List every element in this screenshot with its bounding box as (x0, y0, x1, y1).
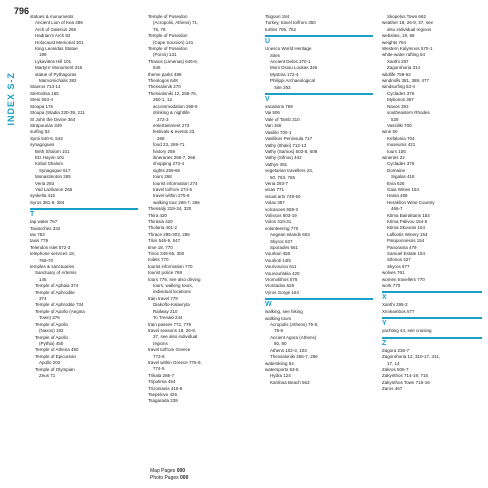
index-entry: tax 763 (30, 232, 45, 237)
index-entry: waterskiing 54 (265, 360, 294, 366)
index-entry: Sites (270, 52, 281, 58)
letter-heading: Y (382, 320, 387, 328)
index-entry: festivals & events 23, (153, 129, 196, 135)
map-pages-number: 000 (176, 468, 186, 474)
index-entry: southeastern Rhodes (387, 110, 430, 116)
index-entry: To Trenaki 244 (153, 315, 183, 321)
index-entry: 199 (39, 52, 47, 58)
index-entry: Holocaust Memorial 301 (35, 39, 84, 45)
index-entry: Thirasia 420 (148, 219, 173, 224)
index-entry: Temple of Apollo (35, 334, 69, 340)
index-entry: regions (153, 340, 168, 346)
section-tab-label: INDEX S-Z (6, 72, 16, 126)
index-entry: 268 (157, 135, 165, 141)
index-entry: entertainment 273 (153, 122, 190, 128)
index-entry: Hydra 124 (270, 373, 291, 379)
index-entry: Temple of Aphrodite 734 (35, 302, 84, 308)
index-entry: Synagogue 517 (39, 167, 71, 173)
index-entry: Tsepelovo 426 (148, 391, 178, 397)
index-entry: Theologos 648 (148, 78, 178, 84)
index-entry: Thira 420 (148, 212, 168, 218)
index-entry: Etz Hayim 101 (35, 154, 65, 160)
index-entry: vacations 769 (265, 104, 293, 110)
index-entry: (Cape Sounion) 141 (153, 39, 194, 45)
index-entry: Mamomichalis 382 (39, 78, 77, 84)
index-entry: 17, 14 (387, 360, 400, 366)
index-entry: Western Kalymnos 570-1 (382, 46, 433, 52)
index-entry: 78-9 (274, 328, 284, 334)
index-entry: Domaine (387, 167, 406, 173)
index-entry: visas 771 (265, 187, 285, 193)
index-entry: (Poros) 131 (153, 52, 177, 58)
index-entry: volunteering 770 (265, 225, 299, 231)
index-entry: 774-5 (153, 366, 165, 372)
index-entry: wineries 22 (382, 154, 405, 160)
index-entry: (Naxos) 192 (39, 328, 64, 334)
index-entry: shopping 273-4 (153, 161, 185, 167)
index-entry: theme parks 498 (148, 71, 182, 77)
index-entry: food 23, 269-71 (153, 142, 185, 148)
index-entry: Temple of Poseidon (148, 33, 188, 39)
letter-heading: W (265, 301, 272, 309)
index-entry: vegetarian travellers 23, (265, 168, 314, 174)
index-entry: Vale of Tamb 310 (265, 116, 300, 122)
index-entry: Mystras 172-4 (270, 71, 299, 77)
index-entry: Panorama 479 (387, 244, 417, 250)
index-entry: Heraklion Wine Country (387, 199, 435, 205)
index-entry: Stemnitsa 165 (30, 90, 59, 96)
index-entry: Vari 166 (265, 123, 282, 129)
index-entry: 769-70 (39, 257, 54, 263)
index-entry: Ancient Delos 370-1 (270, 59, 311, 65)
index-entry: Cyclades 376 (387, 161, 415, 167)
index-entry: Temple of Olympian (35, 366, 75, 372)
index-entry: Temple of Apollo (Aegina (35, 308, 85, 314)
index-entry: Veria 293-7 (265, 180, 289, 186)
index-entry: work 770 (382, 283, 401, 289)
index-entry: Skopelos Town 662 (387, 14, 426, 19)
index-column-2 (148, 14, 256, 405)
index-entry: accommodation 268-9 (153, 103, 198, 109)
index-entry: travel to/from 274-5 (153, 186, 193, 192)
index-entry: Zaros 467 (382, 386, 403, 392)
index-entry: wine 50 (382, 129, 398, 135)
index-entry: Skyros 677 (387, 263, 410, 269)
index-entry: Thessaloniki 12, 259-76, (148, 90, 198, 96)
index-entry: Stoupa (Stadia 230-39, 211 (30, 110, 85, 116)
index-column-3 (265, 14, 373, 386)
index-entry: travel to/from Greece (148, 347, 191, 353)
index-entry: Ktima Skouras 154 (387, 225, 426, 231)
index-entry: windmills 381, 389, 477 (382, 78, 430, 84)
index-entry: wolves 761 (382, 270, 405, 276)
index-entry: Xanthi 297 (387, 58, 409, 64)
index-entry: weights 764 (382, 39, 407, 45)
index-entry: synagogues (30, 142, 55, 148)
index-entry: Kefalonia 704 (387, 135, 415, 141)
index-entry: Vourvourou 611 (265, 264, 297, 270)
index-entry: Thessaly 319-34, 320 (148, 206, 192, 212)
index-entry: 374 (39, 296, 47, 302)
index-entry: 773-6 (153, 353, 165, 359)
index-entry: Stavros 713-14 (30, 84, 61, 90)
index-entry: Ancient Lion of Kea 489 (35, 20, 83, 26)
letter-heading: X (382, 294, 387, 302)
index-entry: 645 (153, 65, 161, 71)
index-entry: statue of Pythagoras (35, 71, 77, 77)
index-entry: Naxos 393 (387, 103, 409, 109)
index-entry: Mykonos 367 (387, 97, 414, 103)
index-entry: Evia 626 (387, 180, 405, 186)
letter-heading: T (30, 211, 35, 219)
index-entry: toilets 770 (148, 257, 169, 263)
index-entry: Vasilikos Peninsula 717 (265, 136, 313, 142)
index-entry: Symi 540-6, 543 (30, 135, 63, 141)
index-entry: walking tour 266-7, 266 (153, 199, 200, 205)
index-entry: Temple of Poseidon (148, 14, 188, 19)
index-entry: Monastirioton 265 (35, 174, 71, 180)
index-entry: Martyrs' Monument 316 (35, 65, 83, 71)
index-entry: Temple of Apollo (35, 321, 69, 327)
index-entry: walking tours (265, 315, 292, 321)
index-entry: women travellers 770 (382, 276, 425, 282)
index-entry: Veria 293 (35, 180, 55, 186)
index-entry: 466-7 (391, 206, 403, 212)
letter-heading: Z (382, 339, 387, 347)
index-entry: white-water rafting 54 (382, 52, 426, 58)
index-entry: Steni 653-4 (30, 97, 54, 103)
index-entry: Temple of Aphaia 374 (35, 283, 79, 289)
index-entry: Ktima Bairaktaris 154 (387, 212, 430, 218)
index-entry: 76, 78 (153, 26, 166, 32)
section-tab (6, 72, 18, 158)
index-entry: individual locations (153, 289, 191, 295)
index-entry: 80, 80 (274, 341, 287, 347)
index-entry: Cyclades 376 (387, 90, 415, 96)
index-entry: tourist police 769 (148, 270, 183, 276)
index-entry: turtles 705, 762 (265, 26, 297, 32)
index-entry: Lafkiotis Winery 154 (387, 231, 428, 237)
index-entry: taxis 779 (30, 238, 49, 244)
index-entry: Yad Lazikaron 265 (35, 186, 73, 192)
index-entry: synkella 415 (30, 193, 56, 199)
index-entry: Tsagarada 239 (148, 398, 178, 404)
index-entry: tap water 767 (30, 219, 58, 225)
index-entry: Taxiarches 332 (30, 225, 61, 231)
index-entry: tourist information 770 (148, 263, 193, 269)
index-entry: Thrace 295-303, 296 (148, 231, 190, 237)
index-entry: Temple of Epicurean (35, 353, 77, 359)
index-entry: Temple of Athena 450 (35, 347, 79, 353)
page-number: 796 (14, 6, 30, 16)
index-entry: weather 18, 26-9, 37, see (382, 20, 434, 26)
index-entry: Vassiliki 700 (387, 122, 412, 128)
index-entry: Hania 488 (387, 193, 408, 199)
index-entry: Athens 102-3, 103 (270, 347, 307, 353)
index-entry: Volax 357 (265, 200, 285, 206)
index-entry: Temple of Poseidon (148, 46, 188, 52)
index-entry: Vathy (Sifnos) 442 (265, 155, 302, 161)
index-entry: travel within Greece 776-9, (148, 359, 202, 365)
index-entry: Turkey, travel to/from 350 (265, 20, 316, 26)
index-entry: 37, see also individual (153, 334, 198, 340)
index-entry: temples & sanctuaries (30, 264, 75, 270)
index-entry: sights 259-66 (153, 167, 181, 173)
index-entry: 528 (391, 116, 399, 122)
index-entry: Syros 381-9, 384 (30, 199, 65, 205)
index-entry: Diakofto-Kalavryta (153, 302, 190, 308)
index-entry: Kahal Shalom (35, 161, 64, 167)
index-entry: walking, see hiking (265, 309, 303, 315)
index-entry: Strapourias 349 (30, 122, 62, 128)
index-entry: 50, 763, 765 (270, 174, 296, 180)
index-entry: Unesco World Heritage (265, 46, 312, 52)
index-entry: surfing 54 (30, 129, 50, 135)
index-entry: 145 (39, 276, 47, 282)
index-entry: history 259 (153, 148, 176, 154)
index-entry: Vathy (Ithaki) 712-13 (265, 142, 307, 148)
index-entry: 272-3 (157, 116, 169, 122)
index-entry: Gaia Wines 154 (387, 186, 420, 192)
index-entry: Vrontados 626 (265, 283, 295, 289)
index-entry: Vathys 391 (265, 161, 288, 167)
index-entry: St John the Divine 364 (30, 116, 76, 122)
index-entry: travel within 275-6 (153, 193, 190, 199)
index-entry: watersports 53-6 (265, 366, 299, 372)
index-entry: Vouvourlakia 420 (265, 270, 300, 276)
index-entry: Vyros Gorge 164 (265, 289, 299, 295)
index-entry: windsurfing 53-4 (382, 84, 416, 90)
map-pages-label: Map Pages (150, 468, 176, 474)
index-column-4 (382, 14, 482, 393)
index-entry: Vourlioti 14th (265, 257, 292, 263)
index-entry: Ktima Palivou 154-5 (387, 219, 428, 224)
index-entry: Telendos Islet 572-3 (30, 244, 71, 250)
index-entry: drinking & nightlife (153, 110, 190, 116)
index-entry: Vathy (Samos) 603-8, 608 (265, 148, 318, 154)
index-entry: Hadrian's Arch 82 (35, 33, 71, 39)
photo-pages-line (150, 475, 188, 482)
index-entry: tours, walking tours, (153, 283, 194, 289)
index-entry: tours 268 (153, 174, 172, 180)
index-entry: Stoupa 176 (30, 103, 54, 109)
index-column-1 (30, 14, 138, 379)
index-entry: Tholaria 401-2 (148, 225, 178, 231)
index-entry: Zakynthos 714-19, 715 (382, 373, 429, 379)
index-entry: travel seasons 18, 26-9, (148, 327, 197, 333)
index-entry: train passes 772, 779 (148, 321, 192, 327)
index-entry: Zagorohoria 314 (387, 65, 421, 71)
index-entry: Vourkari 450 (265, 251, 291, 257)
index-entry: Aegean Islands 603 (270, 232, 310, 238)
index-entry: Paloponnesos 154 (387, 238, 425, 244)
index-entry: tours 105 (387, 148, 406, 154)
index-entry: Vai 506 (265, 110, 280, 116)
index-entry: Site 293 (274, 84, 291, 90)
index-entry: Philippi Archaeological (270, 78, 316, 84)
index-entry: King Leonidas Statue (35, 46, 78, 52)
index-entry: Arch of Galerius 265 (35, 26, 77, 32)
index-entry: 260-1, 12 (153, 97, 173, 103)
index-entry: tourist information 274 (153, 180, 198, 186)
index-entry: Zakros 506-7 (382, 366, 409, 372)
index-entry: Zakynthos Town 715-16 (382, 379, 430, 385)
index-entry: Trizonianis 415-6 (148, 385, 183, 391)
index-entry: Ancient Agora (Athens) (270, 334, 317, 340)
index-entry: Xanthi 295-3 (382, 302, 408, 308)
index-entry: time 18, 770 (148, 244, 173, 250)
index-entry: yachting 44, see cruising (382, 328, 432, 334)
index-entry: Sigalas 418 (391, 174, 415, 180)
index-entry: Zagorohoria 12, 310-17, 311, (382, 354, 440, 360)
index-entry: Temple of Aphrodite (35, 289, 75, 295)
index-entry: Vasiliki 700-1 (265, 129, 292, 135)
photo-pages-label: Photo Pages (150, 475, 179, 481)
index-entry: visual arts 749-50 (265, 193, 301, 199)
index-entry: Thessalonik 270 (148, 84, 181, 90)
index-entry: (Acropolis, Athens) 71, (153, 20, 199, 26)
index-entry: Apollo 202 (39, 360, 61, 366)
letter-heading: V (265, 96, 270, 104)
index-entry: websites, 19, 58 (382, 33, 415, 39)
index-entry: Lykavittos Hill 101 (35, 58, 72, 64)
index-entry: itineraries 266-7, 266 (153, 154, 196, 160)
map-pages-line (150, 468, 188, 475)
index-entry: Railway 210 (153, 308, 178, 314)
index-entry: Sanctuary of Artemis (35, 270, 77, 276)
page-footer (150, 468, 188, 482)
index-entry: Kamboa Beach 563 (270, 379, 310, 385)
index-entry: Zeus 71 (39, 372, 56, 378)
index-entry: museums 421 (387, 142, 416, 148)
index-entry: Trikala 286-7 (148, 372, 175, 378)
index-entry: (Pythia) 450 (39, 340, 64, 346)
index-entry: Tinos 349-55, 350 (148, 251, 185, 257)
index-entry: Tsigouri 184 (265, 14, 290, 19)
index-entry: Sifonos 427 (387, 257, 411, 263)
index-entry: wildlife 759-62 (382, 71, 411, 77)
photo-pages-number: 000 (180, 475, 189, 481)
index-entry: train travel 779 (148, 295, 178, 301)
index-entry: Zagora 236-7 (382, 347, 410, 353)
index-entry: Sporades 661 (270, 245, 299, 250)
letter-heading: U (265, 38, 271, 46)
index-entry: Tilos 546-9, 547 (148, 238, 181, 244)
index-entry: Acropolis (Athens) 76-9, (270, 322, 319, 328)
index-entry: Volissos 603-19 (265, 212, 297, 218)
index-entry: Moni Osiou Loukas 346 (270, 65, 318, 71)
index-entry: Vromolithos 576 (265, 277, 298, 283)
index-entry: Thessaloniki 266-7, 266 (270, 354, 318, 360)
index-entry: telephone services 18, (30, 251, 76, 257)
index-entry: volcanoes 559-3 (265, 206, 299, 212)
index-entry: Beth Shalom 101 (35, 148, 70, 154)
index-entry: also individual regions (387, 26, 432, 32)
index-entry: Volos 319-31 (265, 219, 292, 225)
index-entry: tours 779, see also driving (148, 276, 201, 282)
index-entry: Town) 376 (39, 315, 60, 321)
index-entry: Samuel Estate 154 (387, 251, 426, 257)
index-entry: Xirokambos 577 (382, 308, 415, 314)
index-entry: Tripotima 454 (148, 379, 176, 385)
index-entry: Thasos (Limenas) 645-6, (148, 58, 199, 64)
index-entry: Skyros 627 (270, 238, 293, 244)
index-entry: statues & monuments (30, 14, 74, 19)
